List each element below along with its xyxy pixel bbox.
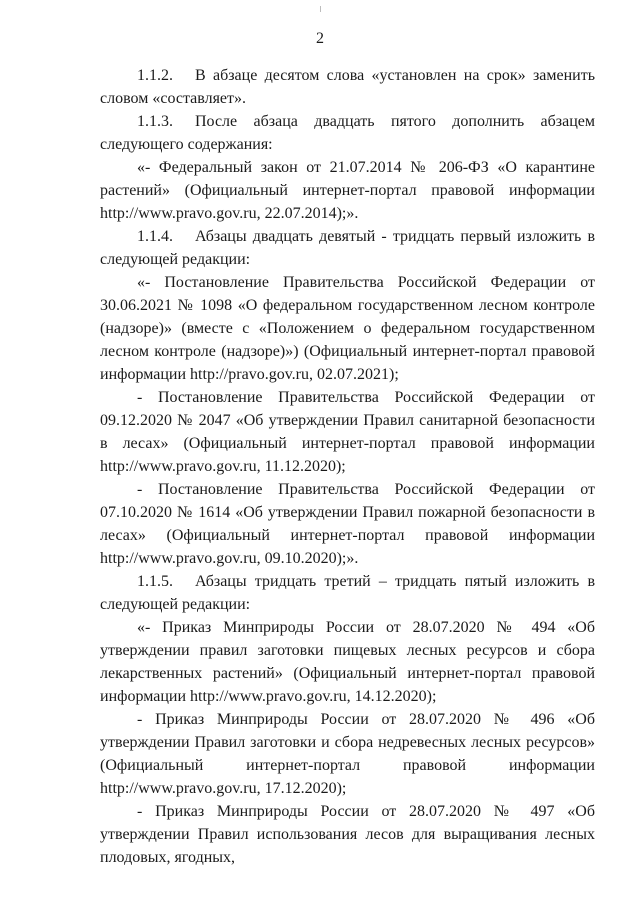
paragraph-text: - Приказ Минприроды России от 28.07.2020 № 497 «Об утверждении Правил использования лесов для выращивания лесных плодовых, ягодных, bbox=[100, 803, 595, 866]
paragraph-text: - Постановление Правительства Российской Федерации от 07.10.2020 № 1614 «Об утверждении Правил пожарной безопасности в лесах» (Официальный интернет-портал правовой информации http://www.pravo.gov.ru, 09.10.2020);». bbox=[100, 481, 595, 567]
paragraph-resolution-1614 bbox=[100, 478, 595, 570]
paragraph-text: - Приказ Минприроды России от 28.07.2020 № 496 «Об утверждении Правил заготовки и сбора недревесных лесных ресурсов» (Официальный интернет-портал правовой информации http://www.pravo.gov.ru, 17.12.2020); bbox=[100, 711, 595, 797]
paragraph-text: В абзаце десятом слова «установлен на срок» заменить словом «составляет». bbox=[100, 67, 595, 107]
paragraph-text: «- Постановление Правительства Российской Федерации от 30.06.2021 № 1098 «О федеральном государственном лесном контроле (надзоре)» (вместе с «Положением о федеральном государственном лесном контроле (надзоре)») (Официальный интернет-портал правовой информации http://pravo.gov.ru, 02.07.2021); bbox=[100, 274, 595, 383]
paragraph-order-494 bbox=[100, 616, 595, 708]
item-number: 1.1.2. bbox=[137, 67, 173, 84]
paragraph-text: Абзацы двадцать девятый - тридцать первый изложить в следующей редакции: bbox=[100, 228, 595, 268]
paragraph-1-1-4 bbox=[100, 225, 595, 271]
item-number: 1.1.5. bbox=[137, 573, 173, 590]
scan-mark bbox=[320, 6, 321, 12]
paragraph-resolution-2047 bbox=[100, 386, 595, 478]
page-number: 2 bbox=[316, 30, 324, 47]
paragraph-resolution-1098 bbox=[100, 271, 595, 386]
paragraph-order-497 bbox=[100, 800, 595, 869]
paragraph-text: «- Федеральный закон от 21.07.2014 № 206-ФЗ «О карантине растений» (Официальный интернет-портал правовой информации http://www.pravo.gov.ru, 22.07.2014);». bbox=[100, 159, 595, 222]
paragraph-text: Абзацы тридцать третий – тридцать пятый изложить в следующей редакции: bbox=[100, 573, 595, 613]
paragraph-text: - Постановление Правительства Российской Федерации от 09.12.2020 № 2047 «Об утверждении Правил санитарной безопасности в лесах» (Официальный интернет-портал правовой информации http://www.pravo.gov.ru, 11.12.2020); bbox=[100, 389, 595, 475]
item-number: 1.1.4. bbox=[137, 228, 173, 245]
paragraph-1-1-2 bbox=[100, 64, 595, 110]
paragraph-1-1-3 bbox=[100, 110, 595, 156]
paragraph-order-496 bbox=[100, 708, 595, 800]
paragraph-text: После абзаца двадцать пятого дополнить абзацем следующего содержания: bbox=[100, 113, 595, 153]
item-number: 1.1.3. bbox=[137, 113, 173, 130]
paragraph-text: «- Приказ Минприроды России от 28.07.2020 № 494 «Об утверждении правил заготовки пищевых лесных ресурсов и сбора лекарственных растений» (Официальный интернет-портал правовой информации http://www.pravo.gov.ru, 14.12.2020); bbox=[100, 619, 595, 705]
paragraph-1-1-5 bbox=[100, 570, 595, 616]
paragraph-federal-law bbox=[100, 156, 595, 225]
document-body bbox=[100, 64, 595, 869]
